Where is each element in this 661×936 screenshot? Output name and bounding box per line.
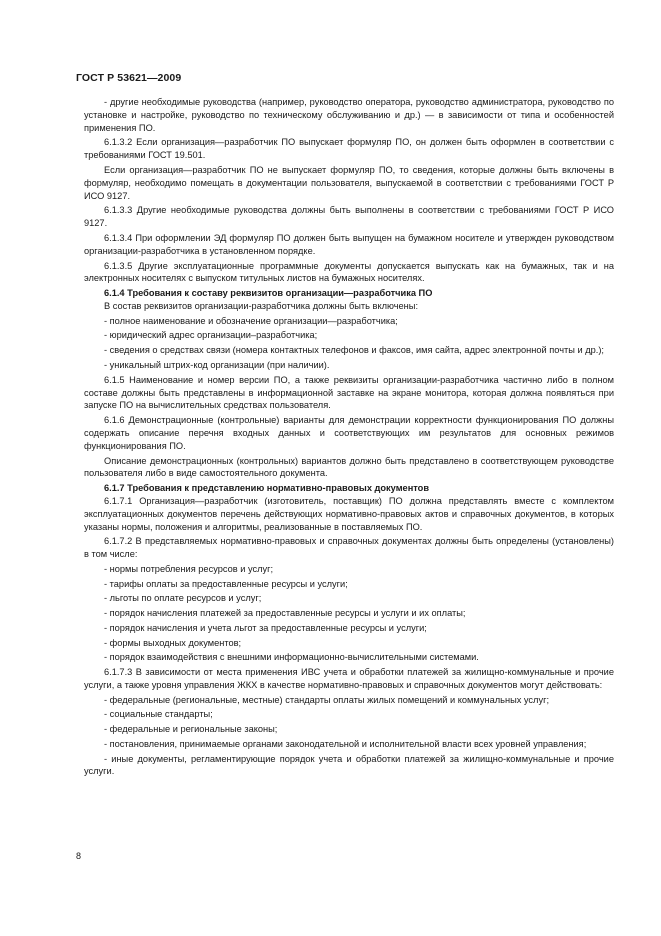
list-item: - федеральные и региональные законы; bbox=[104, 724, 278, 735]
list-item: - льготы по оплате ресурсов и услуг; bbox=[104, 593, 262, 604]
paragraph: 6.1.3.5 Другие эксплуатационные программные документы допускается выпускать как на бумажных, так и на электронных носителях с выпуском титульных листов на бумажных носителях. bbox=[84, 260, 614, 284]
paragraph: Описание демонстрационных (контрольных) вариантов должно быть представлено в соответствующем руководстве пользователя либо в виде самостоятельного документа. bbox=[84, 455, 614, 479]
paragraph: Если организация—разработчик ПО не выпускает формуляр ПО, то сведения, которые должны быть включены в формуляр, необходимо помещать в документации пользователя, выпускаемой в соответствии с требованиями ГОСТ Р ИСО 9127. bbox=[84, 165, 614, 201]
paragraph: 6.1.3.2 Если организация—разработчик ПО выпускает формуляр ПО, он должен быть оформлен в соответствии с требованиями ГОСТ 19.501. bbox=[84, 137, 614, 161]
paragraph: - другие необходимые руководства (например, руководство оператора, руководство администратора, руководство по установке и настройке, руководство по техническому обслуживанию и др.) — в зависимости от типа и особенностей применения ПО. bbox=[84, 97, 614, 133]
list-item: - иные документы, регламентирующие порядок учета и обработки платежей за жилищно-коммунальные и прочие услуги. bbox=[84, 753, 614, 777]
list-item: - федеральные (региональные, местные) стандарты оплаты жилых помещений и коммунальных услуг; bbox=[104, 694, 550, 705]
list-item: - порядок взаимодействия с внешними информационно-вычислительными системами. bbox=[104, 652, 479, 663]
list-item: - порядок начисления и учета льгот за предоставленные ресурсы и услуги; bbox=[104, 622, 427, 633]
list-item: - социальные стандарты; bbox=[104, 709, 213, 720]
paragraph: 6.1.7.2 В представляемых нормативно-правовых и справочных документах должны быть определены (установлены) в том числе: bbox=[84, 536, 614, 560]
document-body bbox=[84, 96, 614, 780]
list-item: - формы выходных документов; bbox=[104, 637, 242, 648]
list-item: - юридический адрес организации–разработчика; bbox=[104, 330, 318, 341]
list-item: - полное наименование и обозначение организации—разработчика; bbox=[104, 315, 398, 326]
paragraph: 6.1.6 Демонстрационные (контрольные) варианты для демонстрации корректности функционирования ПО должны содержать описание перечня входных данных и соответствующих им результатов для основных режимов функционирования ПО. bbox=[84, 415, 614, 451]
paragraph: 6.1.5 Наименование и номер версии ПО, а также реквизиты организации-разработчика частично либо в полном составе должны быть представлены в информационной заставке на экране монитора, которая должна появляться при запуске ПО на вычислительных средствах пользователя. bbox=[84, 374, 614, 411]
section-heading: 6.1.4 Требования к составу реквизитов организации—разработчика ПО bbox=[104, 288, 433, 299]
document-header: ГОСТ Р 53621—2009 bbox=[76, 72, 182, 84]
paragraph: 6.1.7.1 Организация—разработчик (изготовитель, поставщик) ПО должна представлять вместе с комплектом эксплуатационных документов перечень действующих нормативно-правовых актов и справочных документов, в которых указаны нормы, положения и алгоритмы, реализованные в поставляемых ПО. bbox=[84, 495, 614, 532]
paragraph: 6.1.3.3 Другие необходимые руководства должны быть выполнены в соответствии с требованиями ГОСТ Р ИСО 9127. bbox=[84, 205, 614, 229]
paragraph: В состав реквизитов организации-разработчика должны быть включены: bbox=[104, 301, 419, 311]
list-item: - уникальный штрих-код организации (при наличии). bbox=[104, 359, 330, 370]
page-number: 8 bbox=[76, 851, 82, 861]
list-item: - постановления, принимаемые органами законодательной и исполнительной власти всех уровней управления; bbox=[104, 738, 587, 749]
list-item: - сведения о средствах связи (номера контактных телефонов и факсов, имя сайта, адрес электронной почты и др.); bbox=[104, 345, 605, 356]
list-item: - нормы потребления ресурсов и услуг; bbox=[104, 563, 274, 574]
list-item: - порядок начисления платежей за предоставленные ресурсы и услуги и их оплаты; bbox=[104, 608, 466, 619]
paragraph: 6.1.3.4 При оформлении ЭД формуляр ПО должен быть выпущен на бумажном носителе и утвержден руководством организации-разработчика в установленном порядке. bbox=[84, 233, 614, 256]
paragraph: 6.1.7.3 В зависимости от места применения ИВС учета и обработки платежей за жилищно-коммунальные и прочие услуги, а также уровня управления ЖКХ в качестве нормативно-правовых и справочных документов могут действовать: bbox=[84, 667, 614, 690]
section-heading: 6.1.7 Требования к представлению нормативно-правовых документов bbox=[104, 483, 430, 494]
list-item: - тарифы оплаты за предоставленные ресурсы и услуги; bbox=[104, 578, 348, 589]
